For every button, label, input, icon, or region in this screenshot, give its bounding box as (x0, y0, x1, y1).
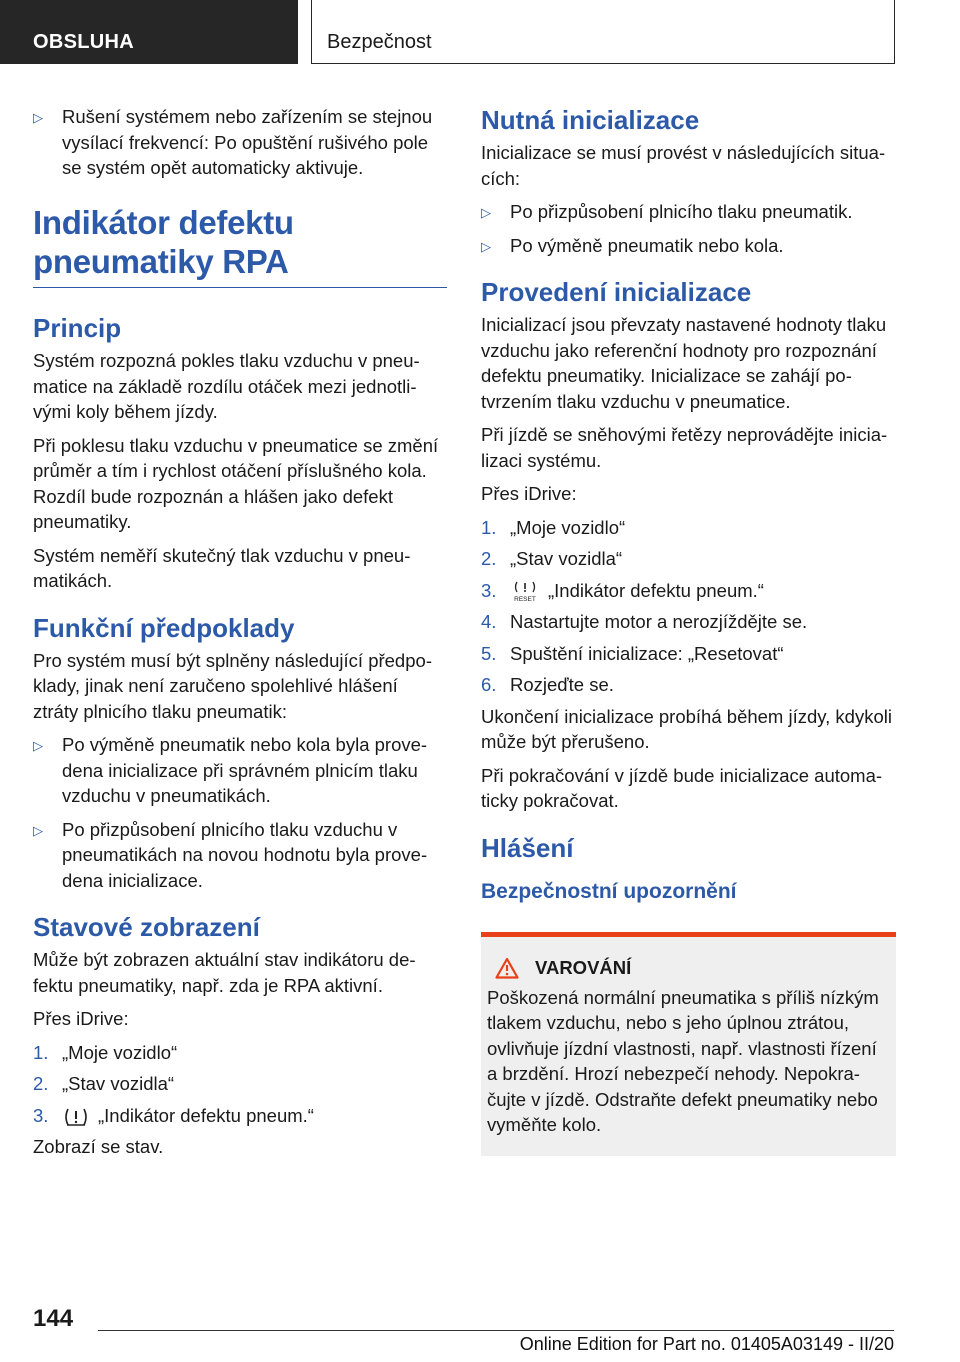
tire-reset-icon (510, 581, 540, 603)
list-item-text: „Moje vozidlo“ (62, 1041, 178, 1063)
paragraph: Při pokračování v jízdě bude inicializace automaticky pokračovat. (481, 764, 883, 811)
list-item-text: Rozjeďte se. (510, 674, 614, 695)
paragraph: Inicializací jsou převzaty nastavené hodnoty tlaku vzduchu jako referenční hodnoty pro rozpoznání defektu pneumatiky. Inicializace se zahájí potvrzením tlaku vzduchu v pneumatice. (481, 314, 887, 412)
reset-icon-label: RESET (514, 595, 536, 603)
triangle-bullet-icon: ▷ (481, 238, 491, 254)
title-divider (33, 287, 447, 289)
list-item-text: Po výměně pneumatik nebo kola. (510, 234, 784, 256)
paragraph: Inicializace se musí provést v následujících situacích: (481, 142, 886, 189)
list-item: 5. Spuštění inicializace: „Resetovat“ (481, 642, 784, 664)
list-item-text: „Stav vozidla“ (62, 1073, 175, 1094)
list-item-text: Po přizpůsobení plnicího tlaku vzduchu v pneumatikách na novou hodnotu byla provedena inicializace. (62, 818, 428, 891)
paragraph: Zobrazí se stav. (33, 1136, 164, 1157)
list-item: 1. „Moje vozidlo“ (481, 516, 626, 538)
list-item-text: „Stav vozidla“ (510, 548, 623, 569)
list-item (33, 104, 447, 181)
heading-messages: Hlášení (481, 832, 574, 863)
list-item-text: „Moje vozidlo“ (510, 516, 626, 538)
warning-title-text: VAROVÁNÍ (535, 956, 632, 978)
page-number: 144 (33, 1305, 74, 1332)
list-item: 3. RESET „Indikátor defektu pneum.“ (481, 579, 764, 603)
warning-title (487, 957, 888, 979)
list-item-text: Po přizpůsobení plnicího tlaku pneumatik. (510, 201, 853, 222)
list-item: 4. Nastartujte motor a nerozjíždějte se. (481, 611, 808, 632)
list-item-text: Spuštění inicializace: „Resetovat“ (510, 642, 784, 664)
paragraph: Při poklesu tlaku vzduchu v pneumatice se změní průměr a tím i rychlost otáčení příslušného kola. Rozdíl bude rozpoznán a hlášen jako defekt pneumatiky. (33, 434, 439, 532)
heading-status: Stavové zobrazení (33, 912, 260, 942)
warning-box (481, 932, 896, 1156)
heading-needed: Nutná inicializace (481, 105, 700, 135)
tire-warning-icon (62, 1107, 90, 1127)
right-column (481, 104, 896, 1156)
list-item: 6. Rozjeďte se. (481, 674, 614, 695)
paragraph: Systém neměří skutečný tlak vzduchu v pneumatikách. (33, 544, 411, 591)
triangle-bullet-icon: ▷ (33, 822, 43, 838)
list-item: 1. „Moje vozidlo“ (33, 1041, 178, 1063)
warning-triangle-icon (495, 957, 519, 979)
paragraph: Přes iDrive: (33, 1008, 129, 1029)
paragraph: Ukončení inicializace probíhá během jízdy, kdykoli může být přerušeno. (481, 705, 892, 752)
heading-perform: Provedení inicializace (481, 277, 752, 307)
footer-divider (98, 1330, 894, 1331)
paragraph: Systém rozpozná pokles tlaku vzduchu v pneumatice na základě rozdílu otáček mezi jednotlivými koly během jízdy. (33, 350, 420, 422)
list-item-text: Nastartujte motor a nerozjíždějte se. (510, 611, 808, 632)
page-title: Indikátor defektu pneumatiky RPA (33, 203, 294, 280)
list-item (33, 732, 447, 809)
list-item (481, 199, 896, 225)
warning-text: Poškozená normální pneumatika s příliš nízkým tlakem vzduchu, nebo s jeho úplnou ztrátou, ovlivňuje jízdní vlastnosti, např. vlastnosti řízení a brzdění. Hrozí nebezpečí nehody. Nepokračujte v jízdě. Odstraňte defekt pneumatiky nebo vyměňte kolo. (487, 986, 879, 1135)
list-item-text: Rušení systémem nebo zařízením se stejnou vysílací frekvencí: Po opuštění rušivého pole se systém opět automaticky aktivuje. (62, 106, 433, 178)
footer-edition: Online Edition for Part no. 01405A03149 - II/20 (519, 1334, 894, 1354)
list-item: 2. „Stav vozidla“ (33, 1073, 175, 1094)
heading-safety: Bezpečnostní upozornění (481, 879, 737, 903)
heading-prerequisites: Funkční předpoklady (33, 612, 295, 643)
list-item (33, 817, 447, 894)
paragraph: Při jízdě se sněhovými řetězy neprovádějte inicializaci systému. (481, 424, 888, 471)
paragraph: Přes iDrive: (481, 483, 577, 504)
list-item-text: „Indikátor defektu pneum.“ (98, 1104, 314, 1126)
header-chapter-label: Bezpečnost (327, 31, 432, 53)
left-column (33, 104, 447, 1168)
triangle-bullet-icon: ▷ (33, 738, 43, 753)
paragraph: Pro systém musí být splněny následující předpoklady, jinak není zaručeno spolehlivé hlášení ztráty plnicího tlaku pneumatik: (33, 649, 432, 722)
header-chapter (311, 0, 895, 64)
heading-princip: Princip (33, 313, 122, 343)
triangle-bullet-icon: ▷ (481, 205, 491, 220)
list-item (481, 233, 896, 259)
paragraph: Může být zobrazen aktuální stav indikátoru defektu pneumatiky, např. zda je RPA aktivní. (33, 949, 416, 996)
list-item-text: „Indikátor defektu pneum.“ (548, 579, 764, 601)
triangle-bullet-icon: ▷ (33, 110, 43, 125)
list-item: 3. „Indikátor defektu pneum.“ (33, 1104, 314, 1126)
header-section-label: OBSLUHA (33, 31, 134, 53)
header-section (0, 0, 298, 64)
list-item: 2. „Stav vozidla“ (481, 548, 623, 569)
list-item-text: Po výměně pneumatik nebo kola byla provedena inicializace při správném plnicím tlaku vzduchu v pneumatikách. (62, 734, 428, 806)
